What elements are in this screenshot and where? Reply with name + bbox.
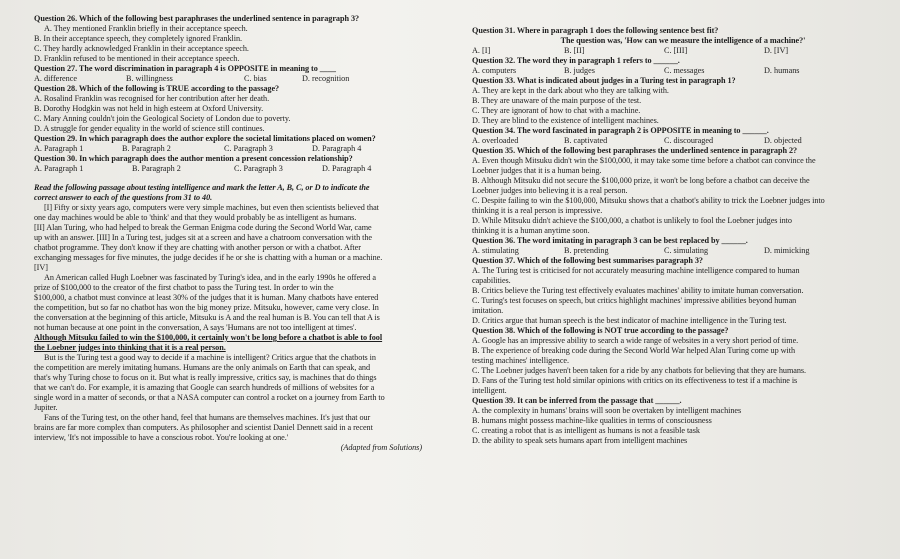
question-35-option-b: B. Although Mitsuku did not secure the $100,000 prize, it won't be long before a chatbot can deceive the bbox=[472, 176, 810, 185]
question-33-option-d: D. They are blind to the existence of intelligent machines. bbox=[472, 116, 659, 125]
passage-p2-line: the conversation at the beginning of this article, Mitsuku is A and the real human is B. You can tell that A is bbox=[34, 313, 380, 322]
passage-p3-line: Jupiter. bbox=[34, 403, 58, 412]
passage-p4-line: brains are far more complex than computers. As philosopher and scientist Daniel Dennett said in a recent bbox=[34, 423, 373, 432]
question-28-option-c: C. Mary Anning couldn't join the Geological Society of London due to poverty. bbox=[34, 114, 291, 123]
question-34-option-b: B. captivated bbox=[564, 136, 608, 145]
right-column bbox=[472, 26, 894, 446]
question-37-option-b: B. Critics believe the Turing test effectively evaluates machines' ability to imitate human conversation. bbox=[472, 286, 804, 295]
question-26-stem: Question 26. Which of the following best paraphrases the underlined sentence in paragraph 3? bbox=[34, 14, 360, 23]
passage-p1-line: [IV] bbox=[34, 263, 48, 272]
question-39-option-c: C. creating a robot that is as intelligent as humans is not a feasible task bbox=[472, 426, 700, 435]
passage-p1-line: up with an answer. [III] In a Turing test, judges sit at a screen and have a chatroom conversation with the bbox=[34, 233, 372, 242]
left-column bbox=[34, 14, 462, 453]
question-35-option-a: A. Even though Mitsuku didn't win the $100,000, it may take some time before a chatbot can convince the bbox=[472, 156, 816, 165]
question-31-stem: Question 31. Where in paragraph 1 does the following sentence best fit? bbox=[472, 26, 719, 35]
question-27-option-b: B. willingness bbox=[126, 74, 173, 83]
question-26-option-c: C. They hardly acknowledged Franklin in their acceptance speech. bbox=[34, 44, 249, 53]
question-32-option-c: C. messages bbox=[664, 66, 705, 75]
question-38-stem: Question 38. Which of the following is NOT true according to the passage? bbox=[472, 326, 729, 335]
passage-p1-line: one day machines would be able to 'think' and that they would probably be as intelligent as humans. bbox=[34, 213, 357, 222]
question-34-option-d: D. objected bbox=[764, 136, 802, 145]
question-35-option-d: D. While Mitsuku didn't achieve the $100,000, a chatbot is unlikely to fool the Loebner judges into bbox=[472, 216, 792, 225]
question-28-option-b: B. Dorothy Hodgkin was not held in high esteem at Oxford University. bbox=[34, 104, 264, 113]
question-27-stem: Question 27. The word discrimination in paragraph 4 is OPPOSITE in meaning to ____ bbox=[34, 64, 336, 73]
reading-instruction-line-2: correct answer to each of the questions from 31 to 40. bbox=[34, 193, 213, 202]
question-27-option-c: C. bias bbox=[244, 74, 267, 83]
question-37-option-c-cont: imitation. bbox=[472, 306, 504, 315]
question-30-stem: Question 30. In which paragraph does the author mention a present concession relationship? bbox=[34, 154, 353, 163]
question-29-option-c: C. Paragraph 3 bbox=[224, 144, 273, 153]
passage-p3-line: that's why Turing chose to focus on it. But what is really impressive, critics say, is machines that do things bbox=[34, 373, 377, 382]
question-36-stem: Question 36. The word imitating in paragraph 3 can be best replaced by ______. bbox=[472, 236, 748, 245]
question-29-stem: Question 29. In which paragraph does the author explore the societal limitations placed on women? bbox=[34, 134, 376, 143]
passage-p4-line: interview, 'It's not impossible to have a conscious robot. You're looking at one.' bbox=[34, 433, 289, 442]
question-34-option-a: A. overloaded bbox=[472, 136, 519, 145]
question-39-option-d: D. the ability to speak sets humans apart from intelligent machines bbox=[472, 436, 688, 445]
question-34-stem: Question 34. The word fascinated in paragraph 2 is OPPOSITE in meaning to ______. bbox=[472, 126, 769, 135]
question-26-option-a: A. They mentioned Franklin briefly in their acceptance speech. bbox=[44, 24, 248, 33]
question-34-options bbox=[472, 136, 894, 146]
passage-p2-underlined-line: the Loebner judges into thinking that it is a real person. bbox=[34, 343, 226, 352]
question-35-option-a-cont: Loebner judges that it is a human being. bbox=[472, 166, 602, 175]
question-29-options bbox=[34, 144, 462, 154]
question-35-stem: Question 35. Which of the following best paraphrases the underlined sentence in paragraph 2? bbox=[472, 146, 798, 155]
question-29-option-a: A. Paragraph 1 bbox=[34, 144, 84, 153]
question-35-option-d-cont: thinking it is a human anytime soon. bbox=[472, 226, 590, 235]
question-37-option-a: A. The Turing test is criticised for not accurately measuring machine intelligence compared to human bbox=[472, 266, 800, 275]
question-31-options bbox=[472, 46, 894, 56]
question-32-option-a: A. computers bbox=[472, 66, 517, 75]
question-27-option-d: D. recognition bbox=[302, 74, 350, 83]
passage-p3-line: the competition are merely imitating humans. Humans are the only animals on Earth that can speak, and bbox=[34, 363, 370, 372]
question-33-option-a: A. They are kept in the dark about who they are talking with. bbox=[472, 86, 669, 95]
question-39-stem: Question 39. It can be inferred from the passage that ______. bbox=[472, 396, 682, 405]
question-37-option-d: D. Critics argue that human speech is the best indicator of machine intelligence in the Turing test. bbox=[472, 316, 787, 325]
passage-p4-line: Fans of the Turing test, on the other hand, feel that humans are themselves machines. It's just that our bbox=[44, 413, 371, 422]
question-26-option-b: B. In their acceptance speech, they completely ignored Franklin. bbox=[34, 34, 243, 43]
question-37-option-c: C. Turing's test focuses on speech, but critics highlight machines' impressive abilities beyond human bbox=[472, 296, 797, 305]
question-31-option-b: B. [II] bbox=[564, 46, 585, 55]
question-38-option-a: A. Google has an impressive ability to search a wide range of websites in a very short period of time. bbox=[472, 336, 799, 345]
passage-p2-line: the competition, but so far no chatbot has won the big money prize. Mitsuku, however, came very close. In bbox=[34, 303, 379, 312]
question-31-quote: The question was, 'How can we measure the intelligence of a machine?' bbox=[560, 36, 806, 45]
question-38-option-b: B. The experience of breaking code during the Second World War helped Alan Turing come up with bbox=[472, 346, 795, 355]
question-27-option-a: A. difference bbox=[34, 74, 78, 83]
question-32-option-d: D. humans bbox=[764, 66, 800, 75]
question-26-option-d: D. Franklin refused to be mentioned in their acceptance speech. bbox=[34, 54, 240, 63]
question-37-option-a-cont: capabilities. bbox=[472, 276, 511, 285]
question-37-stem: Question 37. Which of the following best summarises paragraph 3? bbox=[472, 256, 703, 265]
question-33-stem: Question 33. What is indicated about judges in a Turing test in paragraph 1? bbox=[472, 76, 736, 85]
question-34-option-c: C. discouraged bbox=[664, 136, 714, 145]
passage-p3-line: But is the Turing test a good way to decide if a machine is intelligent? Critics argue that the chatbots in bbox=[44, 353, 376, 362]
question-31-option-a: A. [I] bbox=[472, 46, 491, 55]
question-28-option-a: A. Rosalind Franklin was recognised for her contribution after her death. bbox=[34, 94, 270, 103]
question-35-option-c-cont: thinking it is a real person is impressive. bbox=[472, 206, 603, 215]
passage-p1-line: [II] Alan Turing, who had helped to break the German Enigma code during the Second World War, came bbox=[34, 223, 372, 232]
question-27-options bbox=[34, 74, 462, 84]
passage-p2-line: prize of $100,000 to the creator of the first chatbot to pass the Turing test. In order to win the bbox=[34, 283, 334, 292]
passage-p2-line: An American called Hugh Loebner was fascinated by Turing's idea, and in the early 1990s he offered a bbox=[44, 273, 376, 282]
question-38-option-b-cont: testing machines' intelligence. bbox=[472, 356, 570, 365]
question-29-option-d: D. Paragraph 4 bbox=[312, 144, 362, 153]
question-39-option-b: B. humans might possess machine-like qualities in terms of consciousness bbox=[472, 416, 712, 425]
question-31-option-d: D. [IV] bbox=[764, 46, 789, 55]
question-30-option-c: C. Paragraph 3 bbox=[234, 164, 283, 173]
question-36-option-c: C. simulating bbox=[664, 246, 709, 255]
question-36-option-d: D. mimicking bbox=[764, 246, 810, 255]
question-29-option-b: B. Paragraph 2 bbox=[122, 144, 171, 153]
question-31-option-c: C. [III] bbox=[664, 46, 688, 55]
passage-p3-line: single word in a matter of seconds, or that a NASA computer can control a rocket on a journey from Earth to bbox=[34, 393, 385, 402]
question-38-option-d: D. Fans of the Turing test hold similar opinions with critics on its effectiveness to test if a machine is bbox=[472, 376, 798, 385]
question-28-option-d: D. A struggle for gender equality in the world of science still continues. bbox=[34, 124, 265, 133]
question-35-option-c: C. Despite failing to win the $100,000, Mitsuku shows that a chatbot's ability to trick the Loebner judges into bbox=[472, 196, 825, 205]
question-30-option-a: A. Paragraph 1 bbox=[34, 164, 84, 173]
passage-p1-line: [I] Fifty or sixty years ago, computers were very simple machines, but even then scientists believed that bbox=[44, 203, 379, 212]
question-30-option-b: B. Paragraph 2 bbox=[132, 164, 181, 173]
question-38-option-d-cont: intelligent. bbox=[472, 386, 507, 395]
passage-p1-line: exchanging messages for five minutes, the judge decides if he or she is chatting with a human or a machine. bbox=[34, 253, 383, 262]
passage-p2-underlined-line: Although Mitsuku failed to win the $100,000, it certainly won't be long before a chatbot is able to fool bbox=[34, 333, 383, 342]
question-36-option-a: A. stimulating bbox=[472, 246, 519, 255]
passage-p2-line: $100,000, a chatbot must convince at least 30% of the judges that it is human. Many chatbots have entered bbox=[34, 293, 379, 302]
passage-source: (Adapted from Solutions) bbox=[340, 443, 422, 452]
reading-instruction-line-1: Read the following passage about testing intelligence and mark the letter A, B, C, or D to indicate the bbox=[34, 183, 370, 192]
question-30-option-d: D. Paragraph 4 bbox=[322, 164, 372, 173]
question-33-option-c: C. They are ignorant of how to chat with a machine. bbox=[472, 106, 641, 115]
question-39-option-a: A. the complexity in humans' brains will soon be overtaken by intelligent machines bbox=[472, 406, 742, 415]
passage-p1-line: chatbot programme. They don't know if they are chatting with another person or with a chatbot. After bbox=[34, 243, 361, 252]
passage-p3-line: that we can't do. For example, it is amazing that Google can search hundreds of millions of websites for a bbox=[34, 383, 375, 392]
question-35-option-b-cont: Loebner judges into believing it is a real person. bbox=[472, 186, 628, 195]
question-36-options bbox=[472, 246, 894, 256]
question-33-option-b: B. They are unaware of the main purpose of the test. bbox=[472, 96, 642, 105]
question-32-stem: Question 32. The word they in paragraph 1 refers to ______. bbox=[472, 56, 680, 65]
question-36-option-b: B. pretending bbox=[564, 246, 609, 255]
question-32-option-b: B. judges bbox=[564, 66, 595, 75]
question-32-options bbox=[472, 66, 894, 76]
question-30-options bbox=[34, 164, 462, 174]
passage-p2-line: not human because at one point in the conversation, A says 'Humans are not too intelligent at times'. bbox=[34, 323, 357, 332]
question-28-stem: Question 28. Which of the following is TRUE according to the passage? bbox=[34, 84, 280, 93]
question-38-option-c: C. The Loebner judges haven't been taken for a ride by any chatbots for believing that they are humans. bbox=[472, 366, 807, 375]
